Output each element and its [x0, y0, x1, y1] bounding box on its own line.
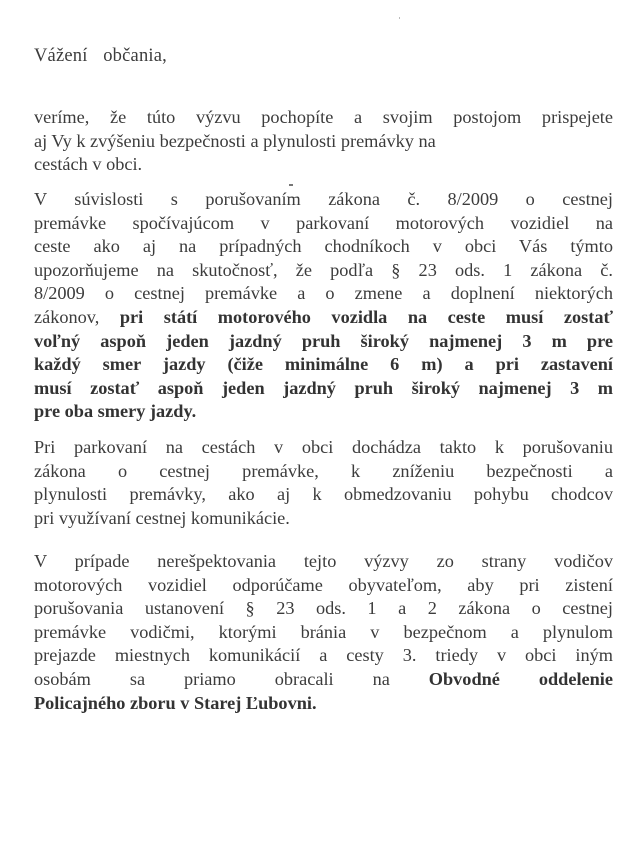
paragraph-law-notice [34, 188, 613, 424]
text-line: ceste ako aj na prípadných chodníkoch v obci Vás týmto [34, 236, 613, 257]
text-line-bold [34, 400, 613, 424]
text-line: veríme, že túto výzvu pochopíte a svojim postojom prispejete [34, 107, 613, 127]
text-emphasis: voľný aspoň jeden jazdný pruh široký najmenej 3 m pre [34, 330, 613, 351]
text-line-bold [34, 353, 613, 377]
text-line: aj Vy k zvýšeniu bezpečnosti a plynulosti premávky na [34, 130, 436, 151]
paragraph-intro [34, 106, 613, 177]
text-line: cestách v obci. [34, 154, 143, 175]
text-emphasis: Policajného zboru v Starej Ľubovni. [34, 692, 317, 713]
text-line: motorových vozidiel odporúčame obyvateľom, aby pri zistení [34, 574, 613, 595]
text-line: premávke vodičmi, ktorými bránia v bezpečnom a plynulom [34, 621, 613, 642]
text-line: plynulosti premávky, ako aj k obmedzovaniu pohybu chodcov [34, 484, 613, 505]
paragraph-consequences [34, 436, 613, 530]
text-line: upozorňujeme na skutočnosť, že podľa § 23 ods. 1 zákona č. [34, 259, 613, 280]
text-emphasis: pri státí motorového vozidla na ceste musí zostať [119, 306, 613, 327]
text-emphasis: pre oba smery jazdy. [34, 401, 197, 422]
text-emphasis: musí zostať aspoň jeden jazdný pruh široký najmenej 3 m [34, 377, 613, 398]
scan-speck [399, 17, 400, 19]
text-line-bold [34, 692, 613, 716]
text-line: 8/2009 o cestnej premávke a o zmene a doplnení niektorých [34, 283, 613, 304]
text-line [34, 668, 613, 692]
paragraph-police-contact [34, 550, 613, 715]
text-emphasis: Obvodné oddelenie [428, 668, 613, 689]
text-line: premávke spočívajúcom v parkovaní motorových vozidiel na [34, 212, 613, 233]
text-line: pri využívaní cestnej komunikácie. [34, 507, 290, 528]
greeting: Vážení občania, [34, 46, 167, 66]
text-normal: osobám sa priamo obracali na [34, 668, 429, 689]
text-line-bold [34, 377, 613, 401]
text-line: V súvislosti s porušovaním zákona č. 8/2009 o cestnej [34, 189, 613, 209]
scan-speck [289, 184, 293, 186]
text-line: prejazde miestnych komunikácií a cesty 3. triedy v obci iným [34, 645, 613, 666]
text-line: Pri parkovaní na cestách v obci dochádza takto k porušovaniu [34, 437, 613, 457]
text-normal: zákonov, [34, 306, 120, 327]
text-line: zákona o cestnej premávke, k zníženiu bezpečnosti a [34, 460, 613, 481]
text-line: porušovania ustanovení § 23 ods. 1 a 2 zákona o cestnej [34, 598, 613, 619]
text-line [34, 306, 613, 330]
text-line-bold [34, 330, 613, 354]
text-line: V prípade nerešpektovania tejto výzvy zo strany vodičov [34, 551, 613, 571]
text-emphasis: každý smer jazdy (čiže minimálne 6 m) a pri zastavení [34, 354, 613, 375]
